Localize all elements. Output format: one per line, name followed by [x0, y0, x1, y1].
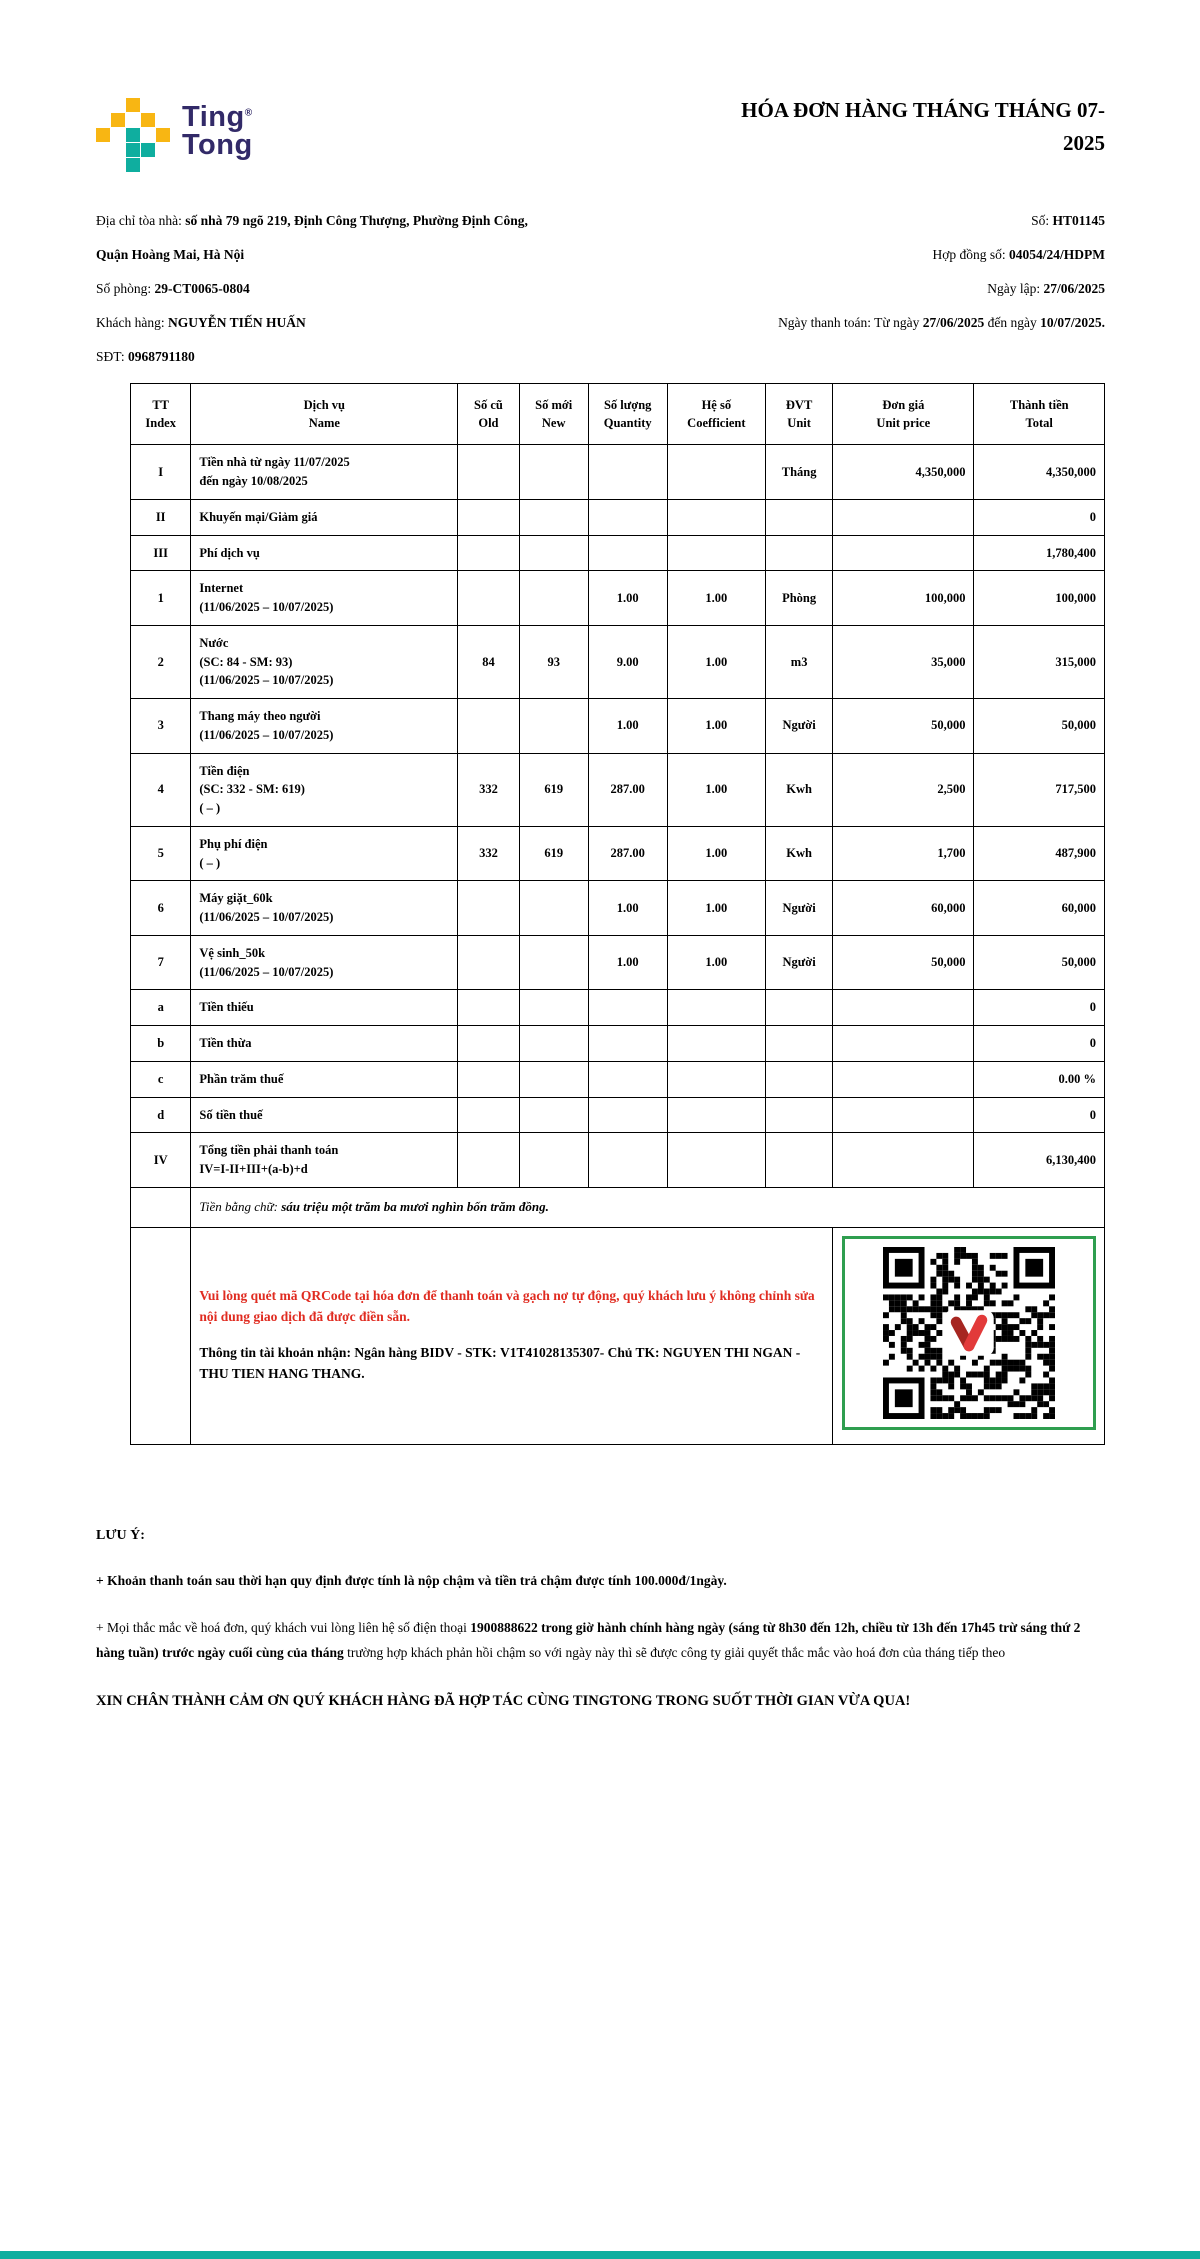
qr-code-image — [883, 1247, 1055, 1419]
logo-pixel-empty — [96, 158, 110, 172]
logo-pixel-teal — [126, 128, 140, 142]
invoice-table — [130, 383, 1105, 1445]
cell-old — [458, 499, 519, 535]
cell-unit — [766, 1026, 833, 1062]
logo-pixel-empty — [141, 98, 155, 112]
cell-name: Internet (11/06/2025 – 10/07/2025) — [191, 571, 458, 626]
cell-price — [833, 1026, 974, 1062]
cell-coef: 1.00 — [667, 753, 765, 826]
cell-unit: Kwh — [766, 753, 833, 826]
cell-total: 0.00 % — [974, 1061, 1105, 1097]
cell-new — [519, 935, 588, 990]
table-row-7 — [131, 935, 1105, 990]
cell-price — [833, 1133, 974, 1188]
cell-price: 50,000 — [833, 935, 974, 990]
cell-new: 619 — [519, 753, 588, 826]
qr-notes-cell — [191, 1227, 833, 1444]
cell-tt: a — [131, 990, 191, 1026]
cell-qty — [588, 445, 667, 500]
table-row-b — [131, 1026, 1105, 1062]
cell-total: 60,000 — [974, 881, 1105, 936]
cell-name: Tiền thừa — [191, 1026, 458, 1062]
cell-qty: 9.00 — [588, 625, 667, 698]
qr-row — [131, 1227, 1105, 1444]
cell-coef: 1.00 — [667, 826, 765, 881]
qr-code — [842, 1236, 1096, 1430]
logo-pixel-empty — [111, 143, 125, 157]
thank-you-note: XIN CHÂN THÀNH CẢM ƠN QUÝ KHÁCH HÀNG ĐÃ HỢP TÁC CÙNG TINGTONG TRONG SUỐT THỜI GIAN VỪA QUA! — [96, 1692, 911, 1709]
cell-old: 332 — [458, 826, 519, 881]
cell-new — [519, 1061, 588, 1097]
cell-old — [458, 571, 519, 626]
invoice-info-left — [96, 204, 548, 374]
logo-pixel-empty — [96, 113, 110, 127]
cell-coef — [667, 1061, 765, 1097]
table-header — [131, 384, 1105, 445]
cell-name: Nước (SC: 84 - SM: 93) (11/06/2025 – 10/07/2025) — [191, 625, 458, 698]
cell-tt: II — [131, 499, 191, 535]
registered-mark: ® — [244, 107, 253, 119]
logo-pixel-empty — [141, 128, 155, 142]
cell-new — [519, 881, 588, 936]
cell-old: 84 — [458, 625, 519, 698]
cell-name: Máy giặt_60k (11/06/2025 – 10/07/2025) — [191, 881, 458, 936]
cell-coef — [667, 1133, 765, 1188]
cell-new — [519, 1133, 588, 1188]
cell-tt: 2 — [131, 625, 191, 698]
table-row-II — [131, 499, 1105, 535]
amount-in-words-cell — [191, 1187, 1105, 1227]
cell-price — [833, 499, 974, 535]
cell-tt: d — [131, 1097, 191, 1133]
phone-value: 0968791180 — [127, 349, 195, 364]
cell-old — [458, 1097, 519, 1133]
cell-price — [833, 990, 974, 1026]
cell-name: Phần trăm thuế — [191, 1061, 458, 1097]
cell-new: 619 — [519, 826, 588, 881]
cell-qty — [588, 535, 667, 571]
qr-note-red: Vui lòng quét mã QRCode tại hóa đơn để thanh toán và gạch nợ tự động, quý khách lưu ý không chỉnh sửa nội dung giao dịch đã được điền sẵn. — [199, 1288, 815, 1325]
cell-unit — [766, 990, 833, 1026]
room-line: Số phòng: 29-CT0065-0804 — [96, 281, 250, 296]
cell-new — [519, 571, 588, 626]
column-header: Đơn giá Unit price — [833, 384, 974, 445]
cell-unit: Phòng — [766, 571, 833, 626]
cell-tt: 3 — [131, 699, 191, 754]
cell-coef — [667, 445, 765, 500]
logo-pixel-empty — [141, 158, 155, 172]
invoice-number-line: Số: HT01145 — [1031, 213, 1105, 228]
cell-old — [458, 445, 519, 500]
column-header: Thành tiền Total — [974, 384, 1105, 445]
cell-old — [458, 881, 519, 936]
contract-line: Hợp đồng số: 04054/24/HDPM — [932, 247, 1105, 262]
table-header-row — [131, 384, 1105, 445]
logo-pixel-teal — [126, 143, 140, 157]
cell-unit — [766, 535, 833, 571]
cell-qty — [588, 990, 667, 1026]
account-holder: NGUYEN THI NGAN - THU TIEN HANG THANG — [199, 1345, 801, 1382]
table-row-6 — [131, 881, 1105, 936]
cell-old — [458, 935, 519, 990]
cell-qty: 287.00 — [588, 826, 667, 881]
cell-total: 717,500 — [974, 753, 1105, 826]
cell-total: 315,000 — [974, 625, 1105, 698]
cell-qty: 1.00 — [588, 571, 667, 626]
page-title-line2: 2025 — [1063, 130, 1105, 155]
cell-unit: Người — [766, 881, 833, 936]
cell-coef: 1.00 — [667, 935, 765, 990]
cell-name: Số tiền thuế — [191, 1097, 458, 1133]
table-body — [131, 445, 1105, 1188]
cell-unit: Tháng — [766, 445, 833, 500]
column-header: Hệ số Coefficient — [667, 384, 765, 445]
invoice-info-right — [545, 204, 1105, 340]
cell-new — [519, 699, 588, 754]
cell-total: 0 — [974, 990, 1105, 1026]
column-header: Số mới New — [519, 384, 588, 445]
logo-pixel-empty — [111, 98, 125, 112]
cell-new: 93 — [519, 625, 588, 698]
brand-logo — [96, 96, 253, 172]
logo-pixel-yellow — [96, 128, 110, 142]
tingtong-logo-icon — [96, 98, 170, 172]
cell-total: 0 — [974, 1097, 1105, 1133]
cell-total: 487,900 — [974, 826, 1105, 881]
invoice-number-value: HT01145 — [1052, 213, 1105, 228]
cell-tt: b — [131, 1026, 191, 1062]
cell-qty — [588, 1026, 667, 1062]
cell-price — [833, 535, 974, 571]
issue-date-value: 27/06/2025 — [1043, 281, 1105, 296]
logo-pixel-empty — [111, 158, 125, 172]
cell-price: 60,000 — [833, 881, 974, 936]
empty-cell — [131, 1227, 191, 1444]
issue-date-line: Ngày lập: 27/06/2025 — [987, 281, 1105, 296]
cell-total: 100,000 — [974, 571, 1105, 626]
cell-tt: I — [131, 445, 191, 500]
cell-new — [519, 1026, 588, 1062]
cell-qty: 1.00 — [588, 935, 667, 990]
logo-pixel-yellow — [111, 113, 125, 127]
cell-old — [458, 699, 519, 754]
logo-pixel-empty — [96, 143, 110, 157]
address-value: số nhà 79 ngõ 219, Định Công Thượng, Phường Định Công, Quận Hoàng Mai, Hà Nội — [96, 213, 528, 262]
brand-tong: Tong — [182, 128, 253, 161]
column-header: Số lượng Quantity — [588, 384, 667, 445]
cell-price — [833, 1061, 974, 1097]
bottom-accent-bar — [0, 2251, 1200, 2259]
late-payment-note: + Khoản thanh toán sau thời hạn quy định được tính là nộp chậm và tiền trả chậm được tính 100.000đ/1ngày. — [96, 1573, 727, 1588]
cell-price: 100,000 — [833, 571, 974, 626]
cell-total: 4,350,000 — [974, 445, 1105, 500]
cell-new — [519, 1097, 588, 1133]
cell-qty: 1.00 — [588, 881, 667, 936]
table-row-d — [131, 1097, 1105, 1133]
cell-price: 4,350,000 — [833, 445, 974, 500]
notice-heading: LƯU Ý: — [96, 1528, 145, 1543]
hotline-note: + Mọi thắc mắc về hoá đơn, quý khách vui lòng liên hệ số điện thoại 1900888622 trong giờ hành chính hàng ngày (sáng từ 8h30 đến 12h, chiều từ 13h đến 17h45 trừ sáng thứ 2 hàng tuần) trước ngày cuối cùng của tháng trường hợp khách phản hồi chậm so với ngày này thì sẽ được công ty giải quyết thắc mắc vào hoá đơn của tháng tiếp theo — [96, 1619, 1081, 1660]
cell-name: Tổng tiền phải thanh toán IV=I-II+III+(a-b)+d — [191, 1133, 458, 1188]
cell-name: Phí dịch vụ — [191, 535, 458, 571]
cell-price: 2,500 — [833, 753, 974, 826]
cell-total: 50,000 — [974, 699, 1105, 754]
cell-qty — [588, 1061, 667, 1097]
cell-old — [458, 535, 519, 571]
cell-unit: m3 — [766, 625, 833, 698]
page-title — [645, 94, 1105, 160]
cell-unit: Người — [766, 699, 833, 754]
cell-total: 0 — [974, 1026, 1105, 1062]
cell-old — [458, 1061, 519, 1097]
cell-price: 35,000 — [833, 625, 974, 698]
table-row-a — [131, 990, 1105, 1026]
phone-line: SĐT: 0968791180 — [96, 349, 195, 364]
cell-qty — [588, 1133, 667, 1188]
cell-price: 1,700 — [833, 826, 974, 881]
table-row-III — [131, 535, 1105, 571]
payment-period-line: Ngày thanh toán: Từ ngày 27/06/2025 đến ngày 10/07/2025. — [778, 315, 1105, 330]
empty-cell — [131, 1187, 191, 1227]
table-row-c — [131, 1061, 1105, 1097]
cell-new — [519, 535, 588, 571]
cell-total: 1,780,400 — [974, 535, 1105, 571]
cell-new — [519, 990, 588, 1026]
cell-old: 332 — [458, 753, 519, 826]
cell-total: 6,130,400 — [974, 1133, 1105, 1188]
cell-tt: 4 — [131, 753, 191, 826]
cell-tt: 6 — [131, 881, 191, 936]
cell-name: Thang máy theo người (11/06/2025 – 10/07/2025) — [191, 699, 458, 754]
customer-line: Khách hàng: NGUYỄN TIẾN HUẤN — [96, 315, 306, 330]
cell-new — [519, 445, 588, 500]
logo-pixel-empty — [111, 128, 125, 142]
cell-coef: 1.00 — [667, 571, 765, 626]
table-row-1 — [131, 571, 1105, 626]
address-line: Địa chỉ tòa nhà: số nhà 79 ngõ 219, Định Công Thượng, Phường Định Công, Quận Hoàng Mai, Hà Nội — [96, 213, 528, 262]
cell-unit: Người — [766, 935, 833, 990]
cell-coef: 1.00 — [667, 699, 765, 754]
customer-value: NGUYỄN TIẾN HUẤN — [167, 315, 306, 330]
cell-unit — [766, 1133, 833, 1188]
account-info: Thông tin tài khoản nhận: Ngân hàng BIDV - STK: V1T41028135307- Chủ TK: NGUYEN THI NGAN - THU TIEN HANG THANG. — [199, 1345, 801, 1382]
cell-price: 50,000 — [833, 699, 974, 754]
logo-pixel-empty — [156, 143, 170, 157]
cell-new — [519, 499, 588, 535]
table-row-4 — [131, 753, 1105, 826]
logo-pixel-yellow — [156, 128, 170, 142]
amount-in-words-row — [131, 1187, 1105, 1227]
cell-unit — [766, 1097, 833, 1133]
cell-coef — [667, 990, 765, 1026]
logo-pixel-empty — [156, 98, 170, 112]
column-header: Số cũ Old — [458, 384, 519, 445]
table-row-2 — [131, 625, 1105, 698]
cell-tt: III — [131, 535, 191, 571]
page-title-line1: HÓA ĐƠN HÀNG THÁNG THÁNG 07- — [741, 98, 1105, 122]
cell-coef: 1.00 — [667, 881, 765, 936]
cell-name: Tiền thiếu — [191, 990, 458, 1026]
table-row-3 — [131, 699, 1105, 754]
qr-code-cell — [833, 1227, 1105, 1444]
logo-pixel-teal — [141, 143, 155, 157]
cell-coef — [667, 499, 765, 535]
cell-qty: 1.00 — [588, 699, 667, 754]
cell-coef — [667, 1026, 765, 1062]
column-header: Dịch vụ Name — [191, 384, 458, 445]
cell-name: Phụ phí điện ( – ) — [191, 826, 458, 881]
cell-tt: 1 — [131, 571, 191, 626]
cell-old — [458, 1026, 519, 1062]
room-value: 29-CT0065-0804 — [154, 281, 250, 296]
cell-unit — [766, 1061, 833, 1097]
cell-qty: 287.00 — [588, 753, 667, 826]
cell-price — [833, 1097, 974, 1133]
column-header: ĐVT Unit — [766, 384, 833, 445]
cell-total: 50,000 — [974, 935, 1105, 990]
footer-notes — [96, 1528, 1110, 1714]
cell-tt: c — [131, 1061, 191, 1097]
table-row-I — [131, 445, 1105, 500]
amount-in-words-value: sáu triệu một trăm ba mươi nghìn bốn trăm đồng. — [281, 1199, 549, 1215]
account-number: V1T41028135307 — [499, 1345, 600, 1361]
logo-pixel-empty — [126, 113, 140, 127]
table-row-5 — [131, 826, 1105, 881]
cell-unit — [766, 499, 833, 535]
cell-qty — [588, 499, 667, 535]
table-row-IV — [131, 1133, 1105, 1188]
logo-pixel-teal — [126, 158, 140, 172]
logo-pixel-yellow — [126, 98, 140, 112]
cell-coef — [667, 1097, 765, 1133]
cell-old — [458, 990, 519, 1026]
cell-tt: 7 — [131, 935, 191, 990]
cell-coef — [667, 535, 765, 571]
brand-wordmark — [182, 101, 253, 161]
cell-unit: Kwh — [766, 826, 833, 881]
contract-value: 04054/24/HDPM — [1009, 247, 1105, 262]
logo-pixel-yellow — [141, 113, 155, 127]
cell-total: 0 — [974, 499, 1105, 535]
cell-name: Khuyến mại/Giảm giá — [191, 499, 458, 535]
logo-pixel-empty — [96, 98, 110, 112]
cell-name: Tiền điện (SC: 332 - SM: 619) ( – ) — [191, 753, 458, 826]
cell-name: Tiền nhà từ ngày 11/07/2025 đến ngày 10/08/2025 — [191, 445, 458, 500]
cell-coef: 1.00 — [667, 625, 765, 698]
amount-in-words-label: Tiền bằng chữ: — [199, 1199, 282, 1215]
brand-ting: Ting — [182, 101, 245, 133]
column-header: TT Index — [131, 384, 191, 445]
cell-qty — [588, 1097, 667, 1133]
logo-pixel-empty — [156, 113, 170, 127]
cell-old — [458, 1133, 519, 1188]
cell-name: Vệ sinh_50k (11/06/2025 – 10/07/2025) — [191, 935, 458, 990]
cell-tt: IV — [131, 1133, 191, 1188]
logo-pixel-empty — [156, 158, 170, 172]
cell-tt: 5 — [131, 826, 191, 881]
